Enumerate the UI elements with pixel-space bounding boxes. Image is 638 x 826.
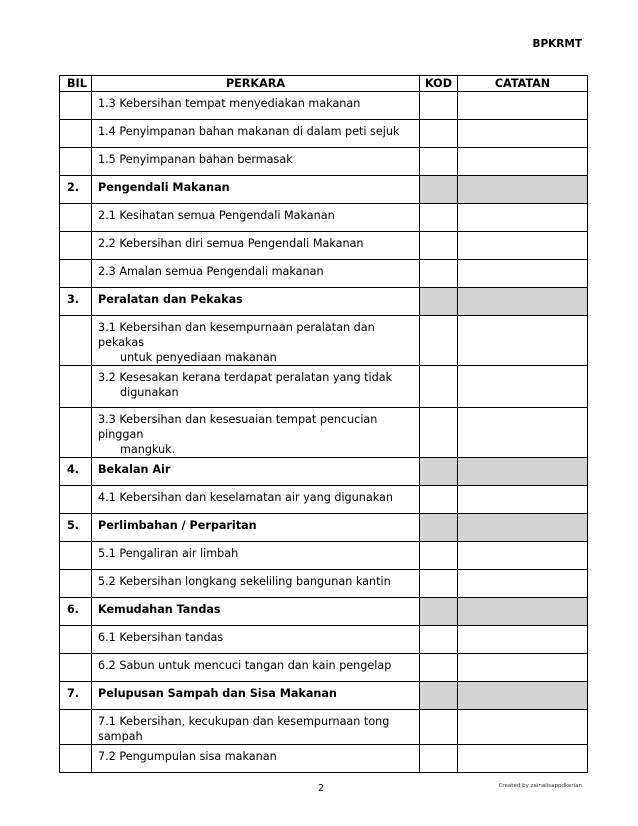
- catatan-cell[interactable]: [458, 92, 588, 120]
- table-row: [60, 710, 588, 745]
- table-row: [60, 120, 588, 148]
- bil-cell: [60, 120, 92, 148]
- document-code: BPKRMT: [532, 38, 582, 50]
- bil-cell: [60, 204, 92, 232]
- kod-cell-shaded: [420, 458, 458, 486]
- table-row: [60, 626, 588, 654]
- kod-cell[interactable]: [420, 316, 458, 366]
- section-row: [60, 682, 588, 710]
- bil-cell: 5.: [60, 514, 92, 542]
- table-header-row: [60, 76, 588, 92]
- kod-cell[interactable]: [420, 408, 458, 458]
- kod-cell[interactable]: [420, 542, 458, 570]
- column-header-catatan: CATATAN: [458, 76, 588, 92]
- perkara-cell: 1.4 Penyimpanan bahan makanan di dalam peti sejuk: [92, 120, 420, 148]
- catatan-cell-shaded: [458, 458, 588, 486]
- catatan-cell[interactable]: [458, 260, 588, 288]
- bil-cell: 7.: [60, 682, 92, 710]
- kod-cell-shaded: [420, 598, 458, 626]
- section-row: [60, 514, 588, 542]
- bil-cell: [60, 366, 92, 408]
- table-row: [60, 745, 588, 773]
- section-row: [60, 458, 588, 486]
- section-row: [60, 288, 588, 316]
- bil-cell: [60, 654, 92, 682]
- bil-cell: [60, 745, 92, 773]
- bil-cell: [60, 542, 92, 570]
- bil-cell: 4.: [60, 458, 92, 486]
- column-header-bil: BIL: [60, 76, 92, 92]
- catatan-cell[interactable]: [458, 408, 588, 458]
- perkara-cell: 6.1 Kebersihan tandas: [92, 626, 420, 654]
- catatan-cell[interactable]: [458, 486, 588, 514]
- table-row: [60, 232, 588, 260]
- table-row: [60, 260, 588, 288]
- table-row: [60, 654, 588, 682]
- inspection-table: [59, 75, 588, 773]
- table-row: [60, 148, 588, 176]
- kod-cell-shaded: [420, 514, 458, 542]
- column-header-perkara: PERKARA: [92, 76, 420, 92]
- kod-cell[interactable]: [420, 92, 458, 120]
- kod-cell[interactable]: [420, 148, 458, 176]
- perkara-text: 3.3 Kebersihan dan kesesuaian tempat pencucian pinggan: [98, 413, 378, 441]
- perkara-cell: 2.2 Kebersihan diri semua Pengendali Makanan: [92, 232, 420, 260]
- catatan-cell-shaded: [458, 598, 588, 626]
- catatan-cell-shaded: [458, 176, 588, 204]
- perkara-cell: 5.2 Kebersihan longkang sekeliling bangunan kantin: [92, 570, 420, 598]
- bil-cell: [60, 92, 92, 120]
- table-row: [60, 408, 588, 458]
- catatan-cell[interactable]: [458, 120, 588, 148]
- kod-cell-shaded: [420, 176, 458, 204]
- catatan-cell[interactable]: [458, 316, 588, 366]
- bil-cell: [60, 408, 92, 458]
- perkara-cell: 2.3 Amalan semua Pengendali makanan: [92, 260, 420, 288]
- bil-cell: 6.: [60, 598, 92, 626]
- table-row: [60, 542, 588, 570]
- footer-credit: Created by zainalisappdkerian: [498, 783, 582, 789]
- table-row: [60, 570, 588, 598]
- catatan-cell-shaded: [458, 288, 588, 316]
- perkara-cell: [92, 316, 420, 366]
- perkara-cell: [92, 408, 420, 458]
- catatan-cell[interactable]: [458, 710, 588, 745]
- perkara-cell: 1.5 Penyimpanan bahan bermasak: [92, 148, 420, 176]
- bil-cell: [60, 316, 92, 366]
- kod-cell[interactable]: [420, 745, 458, 773]
- table-row: [60, 366, 588, 408]
- kod-cell[interactable]: [420, 654, 458, 682]
- perkara-cell: 7.2 Pengumpulan sisa makanan: [92, 745, 420, 773]
- table-row: [60, 92, 588, 120]
- catatan-cell[interactable]: [458, 570, 588, 598]
- section-row: [60, 598, 588, 626]
- table-row: [60, 316, 588, 366]
- page-number: 2: [318, 783, 325, 794]
- perkara-cell: 5.1 Pengaliran air limbah: [92, 542, 420, 570]
- catatan-cell[interactable]: [458, 148, 588, 176]
- column-header-kod: KOD: [420, 76, 458, 92]
- perkara-continuation: digunakan: [120, 386, 179, 399]
- kod-cell[interactable]: [420, 626, 458, 654]
- bil-cell: [60, 486, 92, 514]
- bil-cell: 3.: [60, 288, 92, 316]
- bil-cell: [60, 710, 92, 745]
- bil-cell: [60, 260, 92, 288]
- kod-cell-shaded: [420, 682, 458, 710]
- perkara-cell: 1.3 Kebersihan tempat menyediakan makanan: [92, 92, 420, 120]
- kod-cell[interactable]: [420, 366, 458, 408]
- kod-cell[interactable]: [420, 260, 458, 288]
- section-row: [60, 176, 588, 204]
- section-title: Pelupusan Sampah dan Sisa Makanan: [92, 682, 420, 710]
- perkara-cell: 2.1 Kesihatan semua Pengendali Makanan: [92, 204, 420, 232]
- catatan-cell[interactable]: [458, 204, 588, 232]
- catatan-cell[interactable]: [458, 232, 588, 260]
- catatan-cell-shaded: [458, 514, 588, 542]
- section-title: Kemudahan Tandas: [92, 598, 420, 626]
- catatan-cell[interactable]: [458, 626, 588, 654]
- bil-cell: [60, 148, 92, 176]
- catatan-cell[interactable]: [458, 542, 588, 570]
- catatan-cell[interactable]: [458, 366, 588, 408]
- bil-cell: [60, 626, 92, 654]
- section-title: Perlimbahan / Perparitan: [92, 514, 420, 542]
- perkara-cell: 4.1 Kebersihan dan keselamatan air yang digunakan: [92, 486, 420, 514]
- perkara-continuation: untuk penyediaan makanan: [120, 351, 277, 364]
- kod-cell[interactable]: [420, 232, 458, 260]
- section-title: Bekalan Air: [92, 458, 420, 486]
- perkara-cell: 7.1 Kebersihan, kecukupan dan kesempurnaan tong sampah: [92, 710, 420, 745]
- perkara-continuation: mangkuk.: [120, 443, 176, 456]
- perkara-cell: 6.2 Sabun untuk mencuci tangan dan kain pengelap: [92, 654, 420, 682]
- perkara-text: 3.2 Kesesakan kerana terdapat peralatan yang tidak: [98, 371, 393, 384]
- section-title: Peralatan dan Pekakas: [92, 288, 420, 316]
- catatan-cell[interactable]: [458, 745, 588, 773]
- table-row: [60, 204, 588, 232]
- bil-cell: [60, 232, 92, 260]
- catatan-cell[interactable]: [458, 654, 588, 682]
- kod-cell[interactable]: [420, 486, 458, 514]
- kod-cell[interactable]: [420, 120, 458, 148]
- table-row: [60, 486, 588, 514]
- kod-cell-shaded: [420, 288, 458, 316]
- perkara-text: 3.1 Kebersihan dan kesempurnaan peralatan dan pekakas: [98, 321, 375, 349]
- section-title: Pengendali Makanan: [92, 176, 420, 204]
- catatan-cell-shaded: [458, 682, 588, 710]
- kod-cell[interactable]: [420, 570, 458, 598]
- kod-cell[interactable]: [420, 204, 458, 232]
- bil-cell: [60, 570, 92, 598]
- kod-cell[interactable]: [420, 710, 458, 745]
- perkara-cell: [92, 366, 420, 408]
- bil-cell: 2.: [60, 176, 92, 204]
